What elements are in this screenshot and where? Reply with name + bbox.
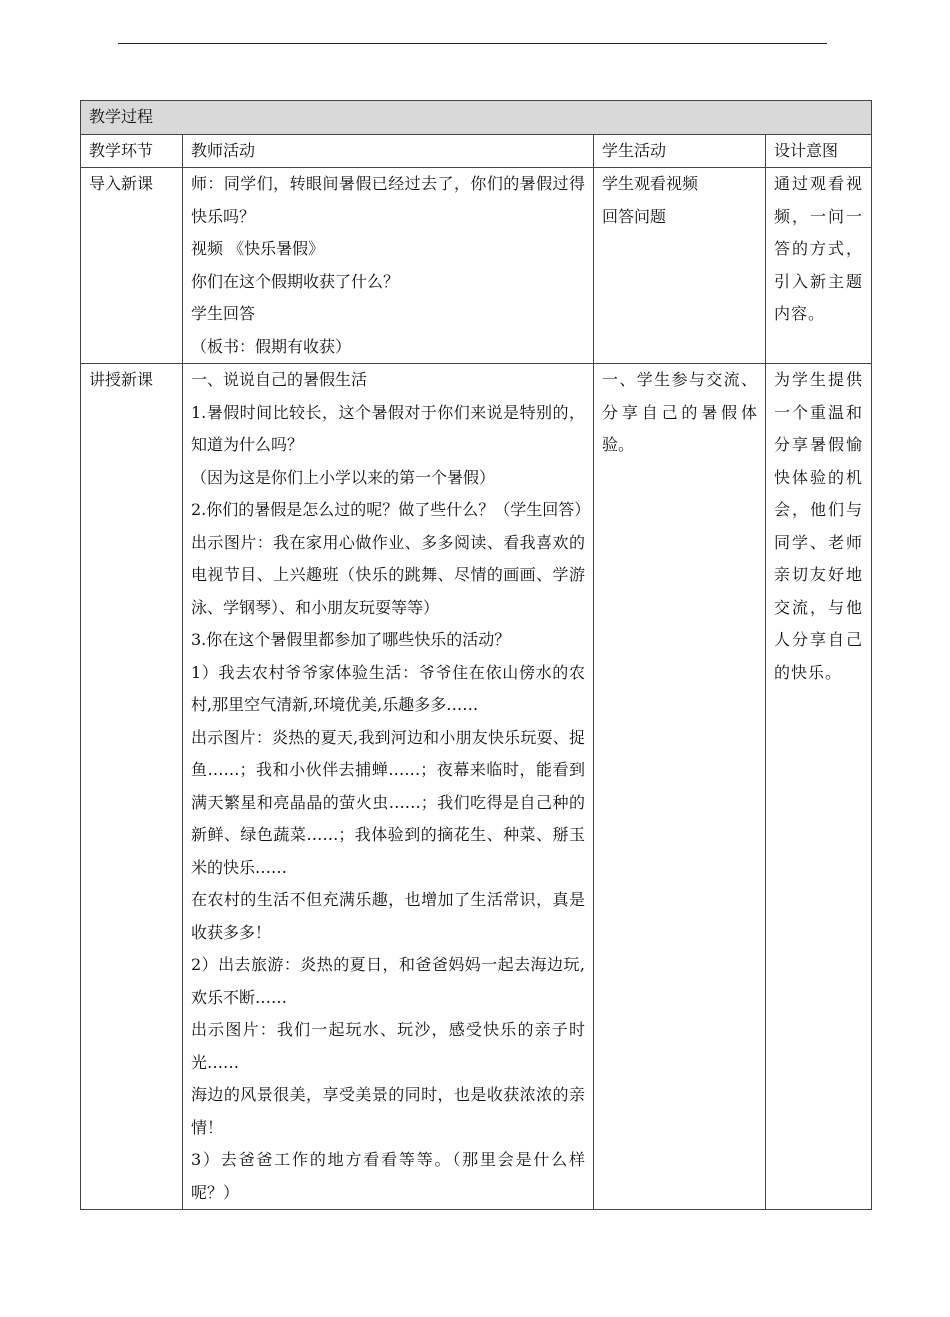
design-intent-cell: 通过观看视频，一问一答的方式，引入新主题内容。 bbox=[766, 168, 872, 364]
student-line: 一、学生参与交流、分享自己的暑假体验。 bbox=[602, 370, 757, 454]
teacher-line: 你们在这个假期收获了什么？ bbox=[191, 271, 400, 291]
header-rule bbox=[118, 43, 827, 44]
teacher-line: 3）去爸爸工作的地方看看等等。（那里会是什么样呢？） bbox=[191, 1150, 585, 1202]
teacher-line: 1.暑假时间比较长，这个暑假对于你们来说是特别的，知道为什么吗？ bbox=[191, 402, 585, 454]
teacher-line: 一、说说自己的暑假生活 bbox=[191, 370, 368, 389]
teacher-line: 2.你们的暑假是怎么过的呢？做了些什么？（学生回答） bbox=[191, 500, 591, 519]
stage-cell: 导入新课 bbox=[81, 168, 183, 364]
teacher-line: 出示图片：炎热的夏天,我到河边和小朋友快乐玩耍、捉鱼……；我和小伙伴去捕蝉……；夜幕来临时，能看到满天繁星和亮晶晶的萤火虫……；我们吃得是自己种的新鲜、绿色蔬菜……；我体验到的摘花生、种菜、掰玉米的快乐…… bbox=[191, 727, 585, 877]
header-intent: 设计意图 bbox=[766, 134, 872, 168]
table-row bbox=[81, 168, 872, 364]
design-intent-cell: 为学生提供一个重温和分享暑假愉快体验的机会，他们与同学、老师亲切友好地交流，与他人分享自己的快乐。 bbox=[766, 364, 872, 1210]
header-teacher: 教师活动 bbox=[183, 134, 594, 168]
student-activity-cell bbox=[594, 364, 766, 1210]
teacher-line: 3.你在这个暑假里都参加了哪些快乐的活动？ bbox=[191, 630, 511, 649]
header-student: 学生活动 bbox=[594, 134, 766, 168]
stage-cell: 讲授新课 bbox=[81, 364, 183, 1210]
teacher-line: 视频 《快乐暑假》 bbox=[191, 239, 325, 258]
teacher-line: 师：同学们，转眼间暑假已经过去了，你们的暑假过得快乐吗？ bbox=[191, 174, 585, 226]
teacher-line: 出示图片：我在家用心做作业、多多阅读、看我喜欢的电视节目、上兴趣班（快乐的跳舞、尽情的画画、学游泳、学钢琴）、和小朋友玩耍等等） bbox=[191, 532, 585, 617]
teacher-activity-cell bbox=[183, 364, 594, 1210]
teacher-line: 1）我去农村爷爷家体验生活：爷爷住在依山傍水的农村,那里空气清新,环境优美,乐趣多多…… bbox=[191, 662, 585, 714]
header-stage: 教学环节 bbox=[81, 134, 183, 168]
table-title: 教学过程 bbox=[81, 101, 872, 135]
teacher-line: 学生回答 bbox=[191, 304, 256, 323]
student-line: 学生观看视频 bbox=[602, 174, 699, 193]
student-activity-cell bbox=[594, 168, 766, 364]
table-title-row bbox=[81, 101, 872, 135]
teacher-activity-cell bbox=[183, 168, 594, 364]
teacher-line: 在农村的生活不但充满乐趣，也增加了生活常识，真是收获多多！ bbox=[191, 890, 585, 942]
student-line: 回答问题 bbox=[602, 206, 667, 226]
lesson-process-table bbox=[80, 100, 872, 1210]
teacher-line: 海边的风景很美，享受美景的同时，也是收获浓浓的亲情！ bbox=[191, 1085, 585, 1137]
teacher-line: （板书：假期有收获） bbox=[191, 336, 352, 356]
teacher-line: 出示图片：我们一起玩水、玩沙，感受快乐的亲子时光…… bbox=[191, 1020, 585, 1072]
table-header-row bbox=[81, 134, 872, 168]
teacher-line: 2）出去旅游：炎热的夏日，和爸爸妈妈一起去海边玩,欢乐不断…… bbox=[191, 955, 585, 1007]
table-row bbox=[81, 364, 872, 1210]
teacher-line: （因为这是你们上小学以来的第一个暑假） bbox=[191, 467, 496, 487]
